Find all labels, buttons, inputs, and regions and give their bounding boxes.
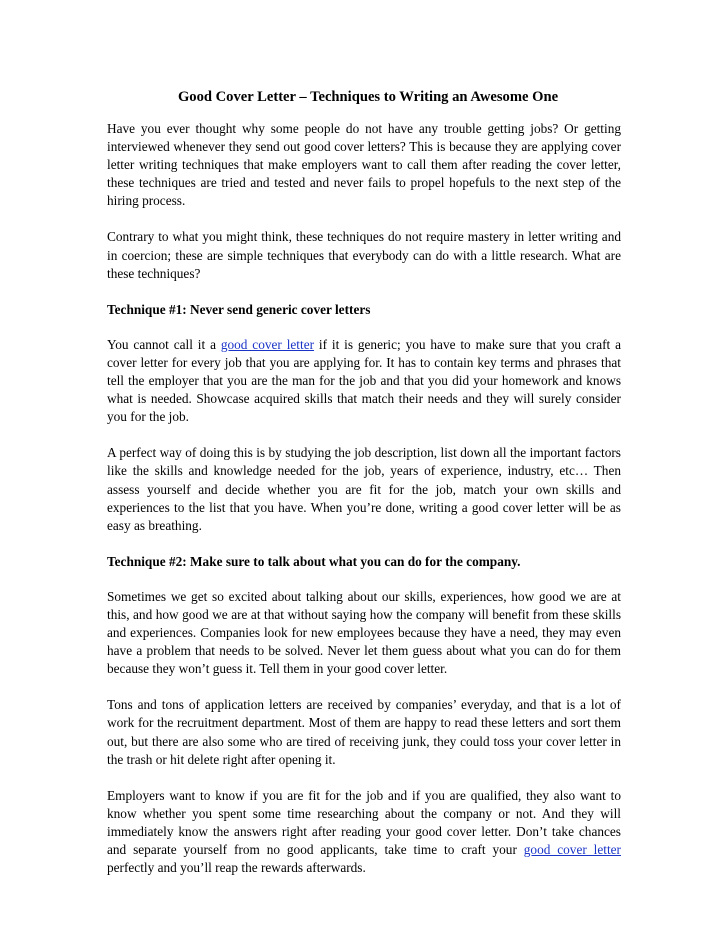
- document-page: [107, 88, 621, 895]
- paragraph-contrary: Contrary to what you might think, these techniques do not require mastery in letter writing and in coercion; these are simple techniques that everybody can do with a little research. What are these techniques?: [107, 229, 621, 281]
- paragraph-employers: [107, 787, 621, 877]
- good-cover-letter-link[interactable]: good cover letter: [220, 336, 315, 352]
- paragraph-text: perfectly and you’ll reap the rewards afterwards.: [107, 860, 366, 876]
- paragraph-intro: Have you ever thought why some people do not have any trouble getting jobs? Or getting interviewed whenever they send out good cover letters? This is because they are applying cover letter writing techniques that make employers want to call them after reading the cover letter, these techniques are tried and tested and never fails to propel hopefuls to the next step of the hiring process.: [107, 121, 621, 209]
- paragraph-text: You cannot call it a: [107, 336, 221, 352]
- paragraph-text: Employers want to know if you are fit for the job and if you are qualified, they also want to know whether you spent some time researching about the company or not. And they will immediately know the answers right after reading your good cover letter. Don’t take chances and separate yourself from no good applicants, take time to craft your: [107, 787, 621, 857]
- paragraph-tons: Tons and tons of application letters are received by companies’ everyday, and that is a lot of work for the recruitment department. Most of them are happy to read these letters and sort them out, but there are also some who are tired of receiving junk, they could toss your cover letter in the trash or hit delete right after opening it.: [107, 697, 621, 767]
- paragraph-generic: [107, 336, 621, 426]
- paragraph-excited: Sometimes we get so excited about talking about our skills, experiences, how good we are at this, and how good we are at that without saying how the company will benefit from these skills and experiences. Companies look for new employees because they have a need, they may even have a problem that needs to be solved. Never let them guess about what you can do for them because they won’t guess it. Tell them in your good cover letter.: [107, 588, 621, 677]
- good-cover-letter-link-2[interactable]: good cover letter: [523, 842, 621, 857]
- heading-technique-2: Technique #2: Make sure to talk about what you can do for the company.: [107, 553, 521, 569]
- paragraph-perfect-way: A perfect way of doing this is by studying the job description, list down all the important factors like the skills and knowledge needed for the job, years of experience, industry, etc… Then assess yourself and decide whether you are fit for the job, match your own skills and experiences to the list that you have. When you’re done, writing a good cover letter will be as easy as breathing.: [107, 445, 621, 533]
- heading-technique-1: Technique #1: Never send generic cover letters: [107, 301, 371, 317]
- paragraph-text: if it is generic; you have to make sure that you craft a cover letter for every job that you are applying for. It has to contain key terms and phrases that tell the employer that you are the man for the job and that you did your homework and knows what is needed. Showcase acquired skills that match their needs and they will surely consider you for the job.: [107, 336, 621, 425]
- document-title: Good Cover Letter – Techniques to Writing an Awesome One: [177, 89, 559, 105]
